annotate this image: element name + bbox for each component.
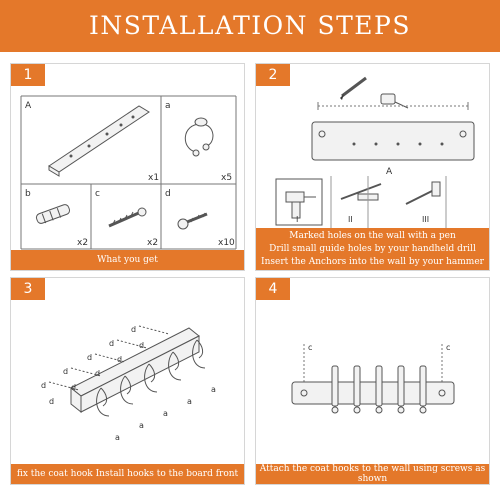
step-caption [11, 250, 244, 270]
substep-label: II [348, 215, 353, 224]
long-screw-icon [109, 208, 146, 226]
substep-label: III [422, 215, 430, 224]
hook-letter: a [211, 385, 216, 394]
board-part-icon [49, 106, 149, 176]
step-4-panel [255, 277, 490, 485]
parts-illustration [11, 64, 246, 272]
step-caption-line: Insert the Anchors into the wall by your hammer [261, 256, 484, 267]
wall-mounting-illustration [256, 278, 491, 486]
part-quantity: x2 [77, 238, 89, 248]
step-caption-line: Drill small guide holes by your handheld drill [269, 243, 476, 254]
screw-letter: d [49, 397, 55, 406]
hook-letter: a [187, 397, 192, 406]
short-screw-icon [178, 213, 207, 229]
step-caption-text: fix the coat hook Install hooks to the board front [16, 469, 239, 479]
screw-letter: c [446, 343, 451, 352]
step-caption-text: What you get [97, 255, 158, 265]
step-number-badge: 1 [11, 64, 45, 86]
board-perspective [71, 328, 199, 412]
substep-label: I [296, 215, 299, 224]
screw-letter: d [109, 339, 115, 348]
coat-hook-icon [185, 118, 213, 156]
step-1-panel [10, 63, 245, 271]
part-letter: c [95, 189, 100, 199]
substep-anchor-box [331, 176, 381, 232]
part-quantity: x5 [221, 173, 233, 183]
part-letter: a [165, 101, 171, 111]
hook-mounting-illustration [11, 278, 246, 486]
step-3-panel [10, 277, 245, 485]
mounted-board [292, 382, 454, 404]
part-quantity: x10 [218, 238, 235, 248]
board-label: A [386, 167, 393, 177]
step-caption-line: Marked holes on the wall with a pen [289, 230, 456, 241]
part-quantity: x1 [148, 173, 160, 183]
step-caption [256, 228, 489, 270]
part-letter: d [165, 189, 171, 199]
hook-letter: a [115, 433, 120, 442]
step-number-badge: 3 [11, 278, 45, 300]
step-number-badge: 2 [256, 64, 290, 86]
screw-letter: c [308, 343, 313, 352]
screw-letter: d [41, 381, 47, 390]
step-caption [256, 464, 489, 484]
page-title: INSTALLATION STEPS [89, 11, 411, 40]
pencil-icon [340, 78, 366, 100]
screw-letter: d [131, 325, 137, 334]
screw-letter: d [87, 353, 93, 362]
step-2-panel [255, 63, 490, 271]
wall-anchor-icon [35, 203, 70, 224]
step-caption-text: Attach the coat hooks to the wall using screws as shown [259, 464, 486, 484]
screw-letter: d [139, 341, 145, 350]
part-quantity: x2 [147, 238, 159, 248]
step-caption [11, 464, 244, 484]
hook-letter: a [163, 409, 168, 418]
screw-letter: d [71, 383, 77, 392]
screw-letter: d [95, 369, 101, 378]
screw-letter: d [63, 367, 69, 376]
screw-letter: d [117, 355, 123, 364]
board-outline [312, 122, 474, 160]
part-letter: A [25, 101, 32, 111]
hook-letter: a [139, 421, 144, 430]
hook-labels [115, 385, 216, 442]
substep-drill-box [276, 179, 322, 225]
step-number-badge: 4 [256, 278, 290, 300]
part-letter: b [25, 189, 31, 199]
